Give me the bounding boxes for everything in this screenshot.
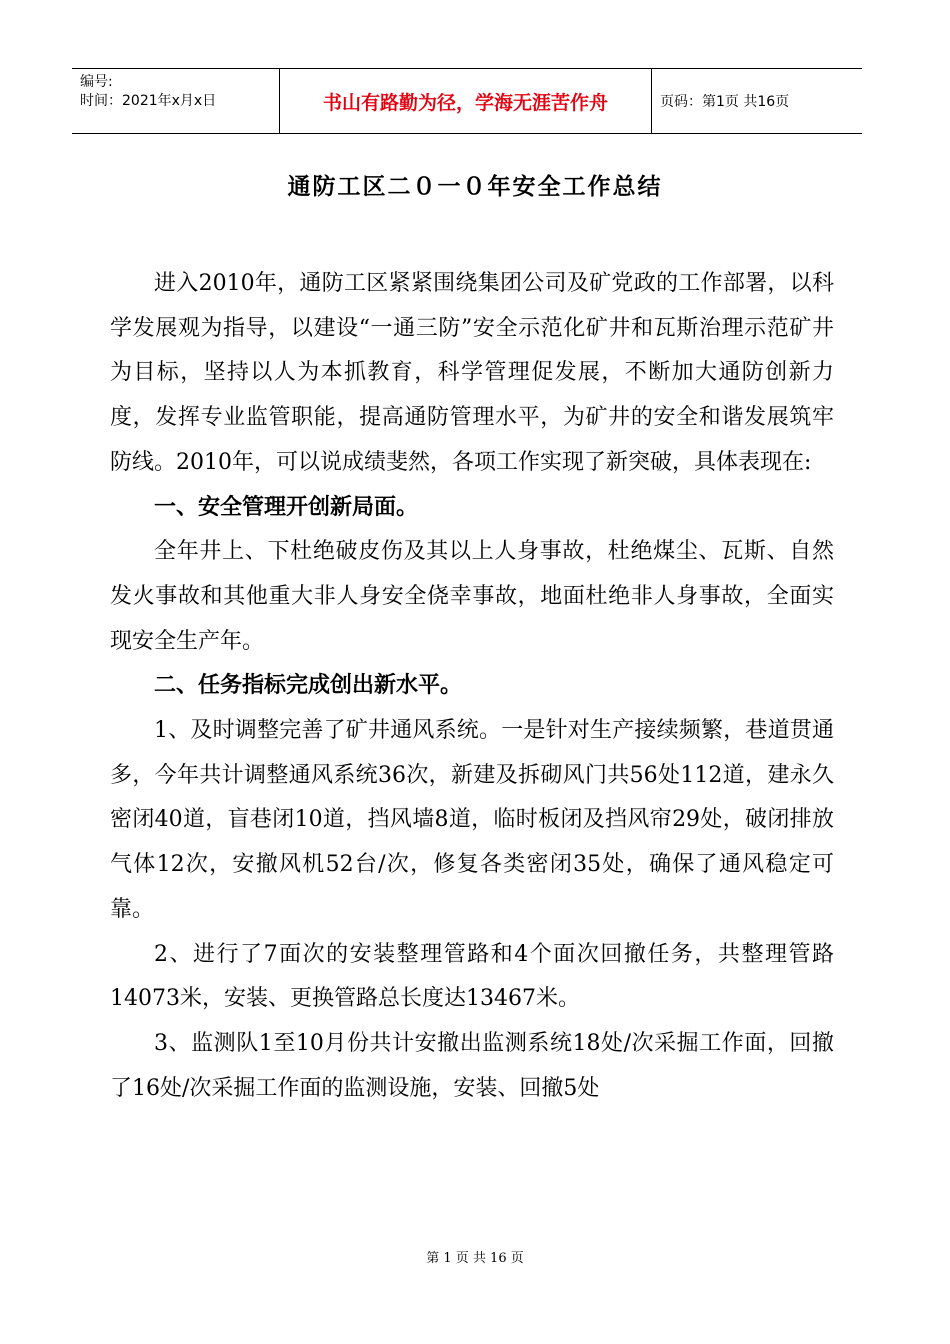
serial-label: 编号: — [80, 74, 113, 90]
page-header — [72, 68, 862, 134]
header-page-info — [652, 69, 862, 133]
page-info-text: 页码：第1页 共16页 — [660, 94, 790, 110]
motto-text: 书山有路勤为径，学海无涯苦作舟 — [322, 91, 608, 114]
item-3-paragraph: 3、监测队1至10月份共计安撤出监测系统18处/次采掘工作面，回撤了16处/次采掘工作面的监测设施，安装、回撤5处 — [110, 1030, 834, 1101]
page-footer: 第 1 页 共 16 页 — [426, 1251, 524, 1266]
item-1-paragraph: 1、及时调整完善了矿井通风系统。一是针对生产接续频繁，巷道贯通多，今年共计调整通风系统36次，新建及拆砌风门共56处112道，建永久密闭40道，盲巷闭10道，挡风墙8道，临时板闭及挡风帘29处，破闭排放气体12次，安撤风机52台/次，修复各类密闭35处，确保了通风稳定可靠。 — [110, 718, 834, 922]
document-title: 通防工区二０一０年安全工作总结 — [287, 174, 663, 200]
section-1-paragraph: 全年井上、下杜绝破皮伤及其以上人身事故，杜绝煤尘、瓦斯、自然发火事故和其他重大非人身安全侥幸事故，地面杜绝非人身事故，全面实现安全生产年。 — [110, 539, 834, 654]
intro-paragraph: 进入2010年，通防工区紧紧围绕集团公司及矿党政的工作部署，以科学发展观为指导，以建设“一通三防”安全示范化矿井和瓦斯治理示范矿井为目标，坚持以人为本抓教育，科学管理促发展，不断加大通防创新力度，发挥专业监管职能，提高通防管理水平，为矿井的安全和谐发展筑牢防线。2010年，可以说成绩斐然，各项工作实现了新突破，具体表现在: — [110, 271, 834, 475]
item-2-paragraph: 2、进行了7面次的安装整理管路和4个面次回撤任务，共整理管路14073米，安装、更换管路总长度达13467米。 — [110, 941, 834, 1012]
header-meta — [72, 69, 280, 133]
section-heading-1: 一、安全管理开创新局面。 — [154, 494, 419, 520]
document-body — [110, 262, 834, 1111]
section-heading-2: 二、任务指标完成创出新水平。 — [154, 673, 463, 699]
time-label: 时间：2021年x月x日 — [80, 93, 217, 109]
header-motto — [280, 69, 652, 133]
